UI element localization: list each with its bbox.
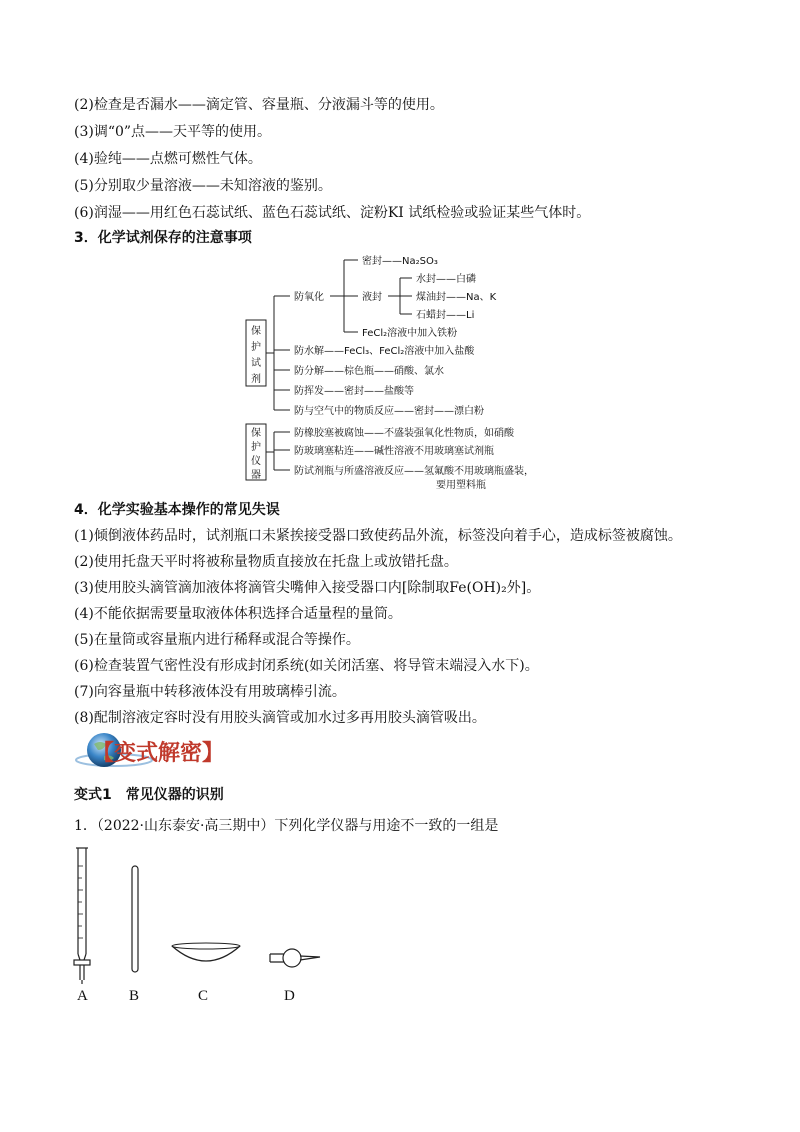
option-d: D — [284, 988, 295, 1004]
glass-rod-drawing — [126, 864, 146, 976]
instrument-box-char: 保 — [251, 428, 261, 439]
burette-drawing — [64, 846, 104, 986]
section3-heading: 3．化学试剂保存的注意事项 — [74, 230, 252, 246]
oil-seal-label: 煤油封——Na、K — [416, 292, 497, 303]
rubber-label: 防橡胶塞被腐蚀——不盛装强氧化性物质，如硝酸 — [294, 428, 514, 439]
mistake-4: (4)不能依据需要量取液体体积选择合适量程的量筒。 — [74, 606, 402, 622]
banner-title: 【变式解密】 — [92, 741, 225, 766]
question-text: 1．（2022·山东泰安·高三期中）下列化学仪器与用途不一致的一组是 — [74, 818, 499, 834]
liquid-seal-label: 液封 — [362, 292, 382, 303]
section4-heading: 4．化学实验基本操作的常见失误 — [74, 502, 280, 518]
water-seal-label: 水封——白磷 — [416, 274, 476, 285]
mistake-6: (6)检查装置气密性没有形成封闭系统(如关闭活塞、将导管末端浸入水下)。 — [74, 658, 539, 674]
instrument-box-char: 护 — [251, 442, 261, 453]
hydrolysis-label: 防水解——FeCl₃、FeCl₂溶液中加入盐酸 — [294, 346, 475, 357]
wax-seal-label: 石蜡封——Li — [416, 310, 475, 321]
option-b: B — [129, 988, 140, 1004]
storage-diagram — [240, 248, 560, 490]
reagent-box-char: 保 — [251, 326, 261, 337]
air-reaction-label: 防与空气中的物质反应——密封——漂白粉 — [294, 406, 484, 417]
container-label-2: 要用塑料瓶 — [436, 480, 486, 490]
item-3: (3)调“0”点——天平等的使用。 — [74, 124, 272, 140]
decomposition-label: 防分解——棕色瓶——硝酸、氯水 — [294, 366, 444, 377]
item-2: (2)检查是否漏水——滴定管、容量瓶、分液漏斗等的使用。 — [74, 97, 444, 113]
item-6: (6)润湿——用红色石蕊试纸、蓝色石蕊试纸、淀粉KI 试纸检验或验证某些气体时。 — [74, 205, 591, 221]
option-a: A — [77, 988, 88, 1004]
fecl2-label: FeCl₂溶液中加入铁粉 — [362, 328, 458, 339]
mistake-3: (3)使用胶头滴管滴加液体将滴管尖嘴伸入接受器口内[除制取Fe(OH)₂外]。 — [74, 580, 541, 596]
reagent-box-char: 护 — [251, 342, 261, 353]
oxidation-label: 防氧化 — [294, 292, 324, 303]
mistake-1: (1)倾倒液体药品时，试剂瓶口未紧挨接受器口致使药品外流，标签没向着手心，造成标签被腐蚀。 — [74, 528, 682, 544]
mistake-7: (7)向容量瓶中转移液体没有用玻璃棒引流。 — [74, 684, 346, 700]
reagent-box-char: 试 — [251, 358, 261, 369]
instrument-box-char: 器 — [251, 470, 261, 481]
sealed-label: 密封——Na₂SO₃ — [362, 256, 438, 267]
mistake-2: (2)使用托盘天平时将被称量物质直接放在托盘上或放错托盘。 — [74, 554, 458, 570]
reagent-box-char: 剂 — [251, 374, 261, 385]
container-label: 防试剂瓶与所盛溶液反应——氢氟酸不用玻璃瓶盛装， — [294, 466, 534, 477]
instrument-box-char: 仪 — [251, 456, 261, 467]
variant-heading: 变式1 常见仪器的识别 — [74, 787, 224, 803]
mistake-8: (8)配制溶液定容时没有用胶头滴管或加水过多再用胶头滴管吸出。 — [74, 710, 486, 726]
separatory-funnel-drawing — [264, 942, 324, 974]
evaporating-dish-drawing — [168, 940, 244, 976]
mistake-5: (5)在量筒或容量瓶内进行稀释或混合等操作。 — [74, 632, 360, 648]
volatile-label: 防挥发——密封——盐酸等 — [294, 386, 414, 397]
option-c: C — [198, 988, 209, 1004]
item-4: (4)验纯——点燃可燃性气体。 — [74, 151, 262, 167]
stopper-label: 防玻璃塞粘连——碱性溶液不用玻璃塞试剂瓶 — [294, 446, 494, 457]
item-5: (5)分别取少量溶液——未知溶液的鉴别。 — [74, 178, 332, 194]
